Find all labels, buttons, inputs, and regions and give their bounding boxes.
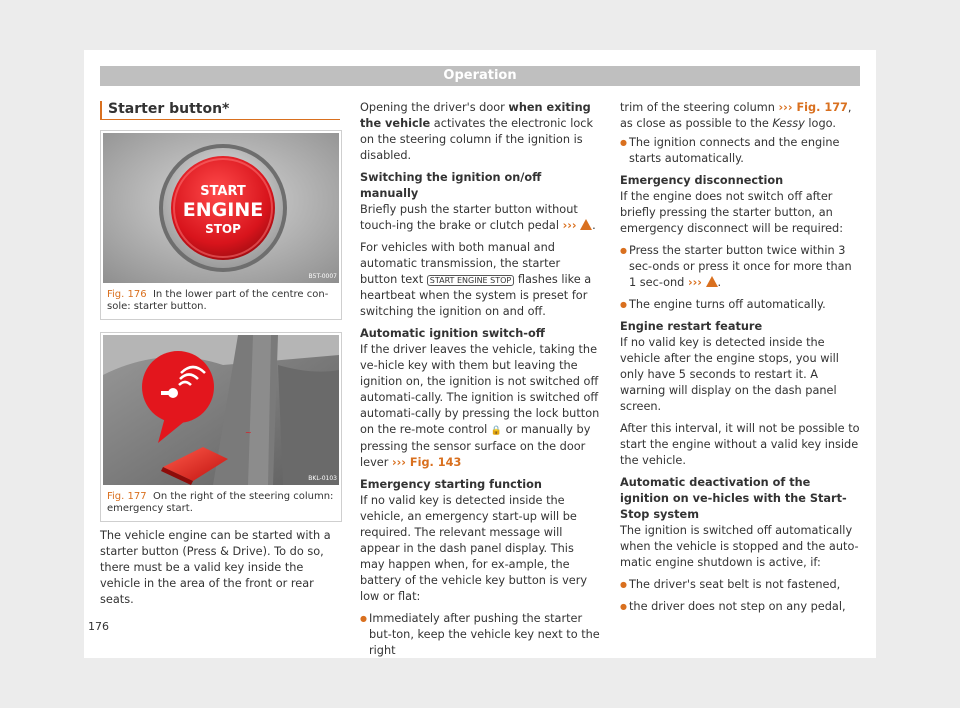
column-3 — [620, 100, 860, 621]
steering-column-illustration — [103, 335, 339, 485]
column-1 — [100, 528, 342, 614]
figure-code: B5T-0007 — [308, 273, 337, 280]
bullet-engine-turns-off: ● The engine turns off automatically. — [620, 297, 860, 313]
bullet-no-pedal: ● the driver does not step on any pedal, — [620, 599, 860, 615]
title-accent — [100, 101, 102, 119]
bullet-keep-key-near: ● Immediately after pushing the starter but-ton, keep the vehicle key next to the right — [360, 611, 600, 659]
figure-caption-text: On the right of the steering column: emergency start. — [107, 491, 334, 514]
emergency-start-paragraph: If no valid key is detected inside the vehicle, an emergency start-up will be required. The relevant message will appear in the dash panel display. This may happen when, for ex-ample, the battery of the vehicle key button is very low or flat: — [360, 494, 588, 603]
heartbeat-paragraph: For vehicles with both manual and automatic transmission, the starter button text START ENGINE STOP flashes like a heartbeat when the system is preset for switching the ignition on and off. — [360, 241, 592, 318]
heading-emergency-start: Emergency starting function — [360, 478, 542, 491]
warning-icon[interactable] — [706, 276, 718, 287]
start-engine-stop-label: START ENGINE STOP — [427, 275, 515, 286]
figure-caption-text: In the lower part of the centre con-sole: starter button. — [107, 289, 329, 312]
heading-start-stop-deactivation: Automatic deactivation of the ignition on ve-hicles with the Start-Stop system — [620, 476, 847, 521]
heading-engine-restart: Engine restart feature — [620, 320, 763, 333]
heading-manual-ignition: Switching the ignition on/off manually — [360, 171, 542, 200]
interval-paragraph: After this interval, it will not be possible to start the engine without a valid key inside the vehicle. — [620, 422, 860, 467]
button-line-start: START — [200, 184, 246, 199]
cross-ref-fig-143[interactable]: ››› Fig. 143 — [391, 456, 462, 469]
figure-177 — [100, 332, 342, 522]
door-lock-paragraph: Opening the driver's door when exiting the vehicle activates the electronic lock on the steering column if the ignition is disabled. — [360, 101, 593, 162]
intro-paragraph: The vehicle engine can be started with a starter button (Press & Drive). To do so, there must be a valid key inside the vehicle in the area of the front or rear seats. — [100, 529, 331, 606]
button-line-stop: STOP — [205, 222, 241, 236]
page-title: Starter button* — [108, 101, 230, 117]
heading-emergency-disconnection: Emergency disconnection — [620, 174, 784, 187]
title-underline — [100, 119, 340, 120]
starter-button-image — [103, 133, 339, 283]
bullet-ignition-connects: ● The ignition connects and the engine starts automatically. — [620, 135, 860, 167]
cross-ref-arrow[interactable]: ››› — [687, 276, 702, 289]
cross-ref-fig-177[interactable]: ››› Fig. 177 — [778, 101, 848, 114]
engine-restart-paragraph: If no valid key is detected inside the vehicle after the engine stops, you will only have 5 seconds to restart it. A warning will display on the dash panel screen. — [620, 336, 839, 413]
button-line-engine: ENGINE — [182, 199, 264, 221]
figure-number: Fig. 176 — [107, 289, 147, 300]
figure-code: BKL-0103 — [308, 475, 337, 482]
heading-auto-switch-off: Automatic ignition switch-off — [360, 327, 545, 340]
emergency-start-image — [103, 335, 339, 485]
figure-caption — [107, 289, 335, 313]
svg-text:~: ~ — [245, 428, 252, 437]
figure-176 — [100, 130, 342, 320]
figure-caption — [107, 491, 335, 515]
page-number: 176 — [88, 620, 109, 633]
bullet-seat-belt: ● The driver's seat belt is not fastened, — [620, 577, 860, 593]
cross-ref-arrow[interactable]: ››› — [562, 219, 577, 232]
auto-switch-off-paragraph: If the driver leaves the vehicle, taking the ve-hicle key with them but leaving the ignition on, the ignition is not switched off automati-cally. The ignition is switched off automati-cally by pressing the lock button on the re-mote control 🔒 or manually by pressing the sensor surface on the door lever ››› Fig. 143 — [360, 343, 600, 469]
figure-number: Fig. 177 — [107, 491, 147, 502]
emergency-disconnection-paragraph: If the engine does not switch off after briefly pressing the starter button, an emergency disconnect will be required: — [620, 190, 844, 235]
bullet-press-twice: ● Press the starter button twice within 3 sec-onds or press it once for more than 1 sec-ond ››› . — [620, 243, 860, 291]
steering-trim-paragraph: trim of the steering column ››› Fig. 177, as close as possible to the Kessy logo. — [620, 101, 852, 130]
column-2 — [360, 100, 600, 665]
start-stop-paragraph: The ignition is switched off automatically when the vehicle is stopped and the auto-matic engine shutdown is active, if: — [620, 524, 859, 569]
lock-icon: 🔒 — [490, 426, 503, 436]
section-header: Operation — [100, 66, 860, 86]
starter-button-illustration — [103, 133, 339, 283]
manual-ignition-paragraph: Briefly push the starter button without touch-ing the brake or clutch pedal ››› . — [360, 203, 596, 232]
warning-icon[interactable] — [580, 219, 592, 230]
